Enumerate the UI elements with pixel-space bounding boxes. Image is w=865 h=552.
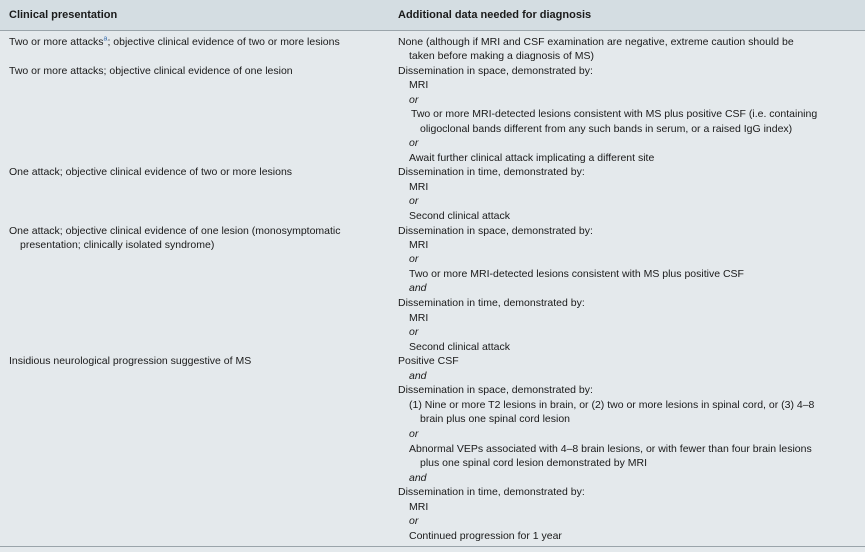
row-2-data-line: Await further clinical attack implicating a different site: [409, 152, 655, 164]
row-5-data-line: plus one spinal cord lesion demonstrated by MRI: [420, 457, 648, 469]
row-4-data-line: Dissemination in time, demonstrated by:: [398, 297, 585, 309]
row-5-data-line: (1) Nine or more T2 lesions in brain, or (2) two or more lesions in spinal cord, or (3) 4–8: [409, 399, 815, 411]
row-4-connector: and: [409, 282, 427, 294]
footnote-marker[interactable]: a: [103, 35, 108, 43]
row-4-data-line: MRI: [409, 239, 429, 251]
row-4-data-line: MRI: [409, 312, 429, 324]
table-header: [0, 0, 865, 31]
row-5-data-line: Abnormal VEPs associated with 4–8 brain lesions, or with fewer than four brain lesions: [409, 443, 812, 455]
row-2-data-line: Two or more MRI-detected lesions consistent with MS plus positive CSF (i.e. containing: [411, 108, 818, 120]
row-2-data-line: MRI: [409, 79, 429, 91]
row-3-connector: or: [409, 195, 419, 207]
row-4-presentation: presentation; clinically isolated syndrome): [20, 239, 215, 251]
row-2-data-line: Dissemination in space, demonstrated by:: [398, 65, 593, 77]
row-5-data-line: Positive CSF: [398, 355, 459, 367]
row-4-data-line: Second clinical attack: [409, 341, 510, 353]
row-2-connector: or: [409, 137, 419, 149]
table-bottom-rule: [0, 546, 865, 547]
row-4-connector: or: [409, 253, 419, 265]
row-4-presentation: One attack; objective clinical evidence of one lesion (monosymptomatic: [9, 225, 341, 237]
row-3-data-line: MRI: [409, 181, 429, 193]
header-additional-data: Additional data needed for diagnosis: [398, 9, 592, 21]
row-4-connector: or: [409, 326, 419, 338]
row-5-data-line: brain plus one spinal cord lesion: [420, 413, 571, 425]
row-5-data-line: Dissemination in space, demonstrated by:: [398, 384, 593, 396]
row-2-presentation: Two or more attacks; objective clinical evidence of one lesion: [9, 65, 293, 77]
row-3-data-line: Second clinical attack: [409, 210, 510, 222]
row-5-connector: or: [409, 428, 419, 440]
row-2-data-line: oligoclonal bands different from any such bands in serum, or a raised IgG index): [420, 123, 793, 135]
row-3-presentation: One attack; objective clinical evidence of two or more lesions: [9, 166, 293, 178]
row-4-data-line: Dissemination in space, demonstrated by:: [398, 225, 593, 237]
row-4-data-line: Two or more MRI-detected lesions consistent with MS plus positive CSF: [409, 268, 744, 280]
row-1-presentation: Two or more attacks$^a$; objective clinical evidence of two or more lesions: [9, 35, 340, 48]
row-1-data-line: taken before making a diagnosis of MS): [409, 50, 595, 62]
row-5-data-line: Dissemination in time, demonstrated by:: [398, 486, 585, 498]
row-5-connector: or: [409, 515, 419, 527]
row-5-connector: and: [409, 472, 427, 484]
row-2-connector: or: [409, 94, 419, 106]
row-5-data-line: Continued progression for 1 year: [409, 530, 562, 542]
row-3-data-line: Dissemination in time, demonstrated by:: [398, 166, 585, 178]
header-clinical-presentation: Clinical presentation: [9, 9, 118, 21]
row-1-data-line: None (although if MRI and CSF examination are negative, extreme caution should be: [398, 36, 794, 48]
row-5-presentation: Insidious neurological progression suggestive of MS: [9, 355, 252, 367]
row-5-connector: and: [409, 370, 427, 382]
row-5-data-line: MRI: [409, 501, 429, 513]
